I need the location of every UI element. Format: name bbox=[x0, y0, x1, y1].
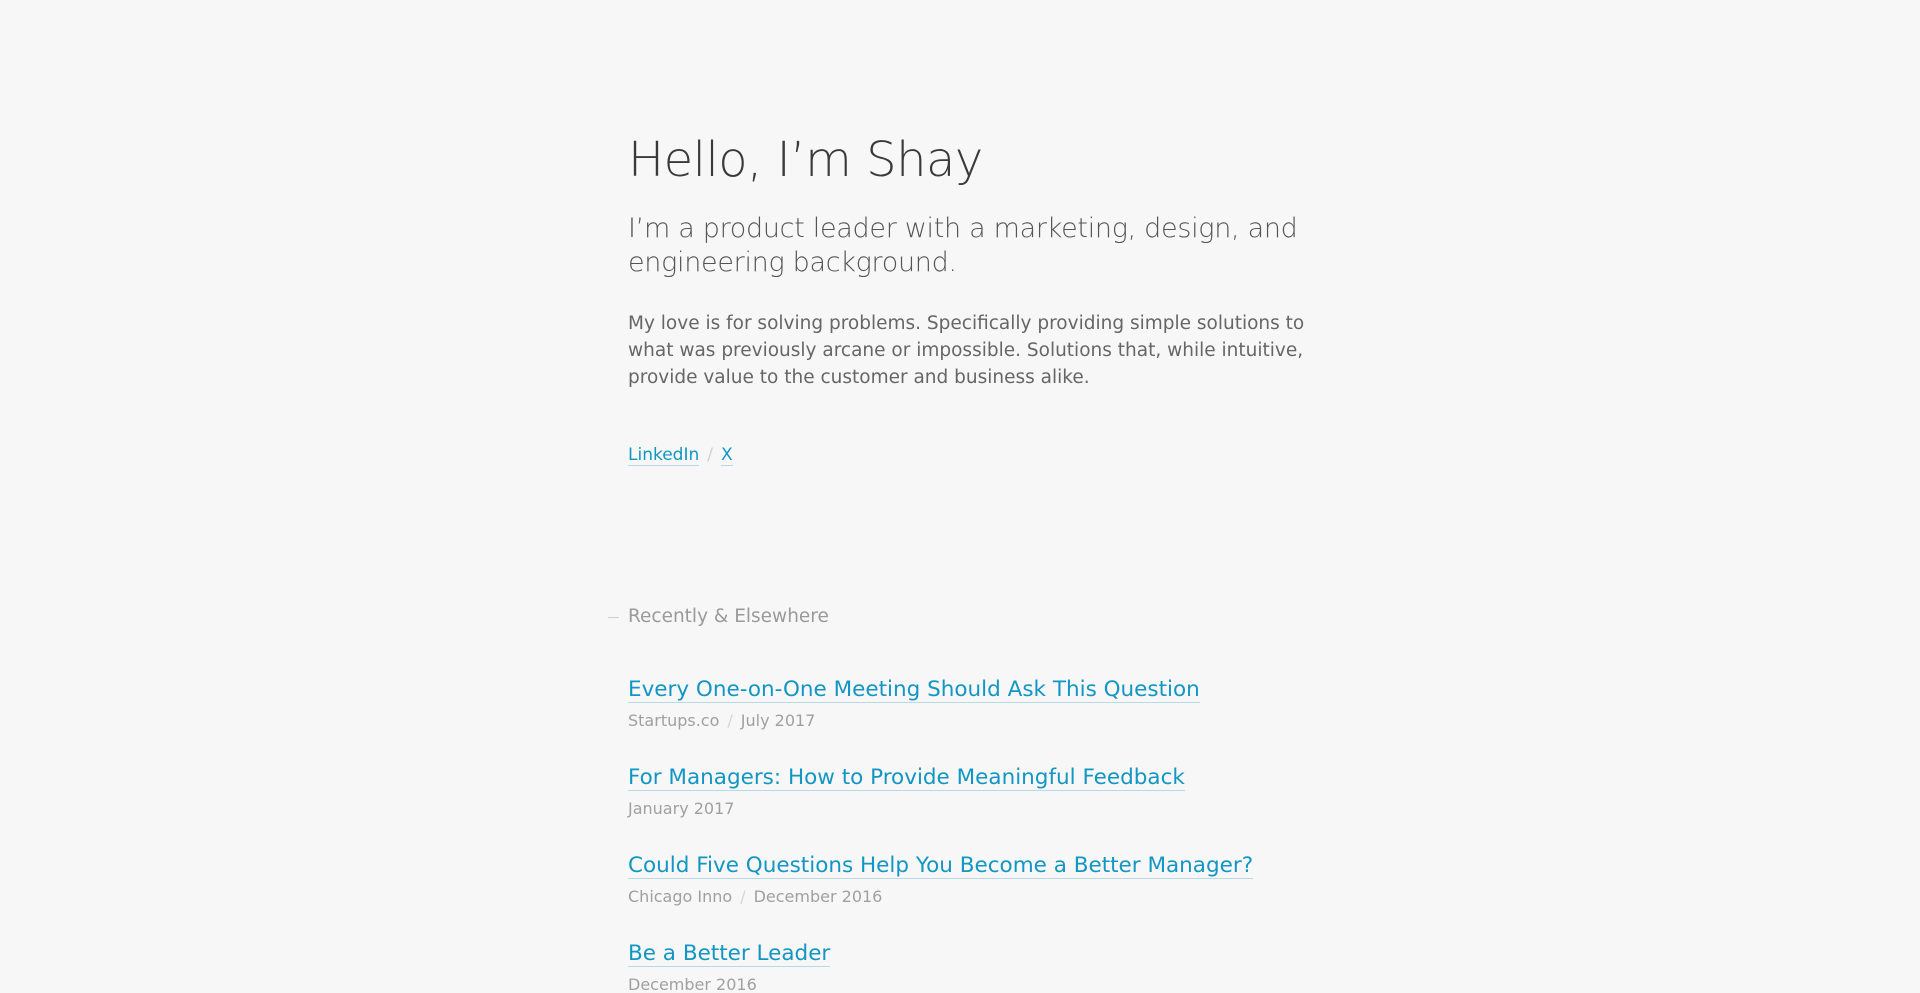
article-date: January 2017 bbox=[628, 799, 735, 818]
article-source: Chicago Inno bbox=[628, 887, 733, 906]
article-meta bbox=[628, 974, 1328, 993]
section-title: Recently & Elsewhere bbox=[628, 606, 829, 627]
article-meta bbox=[628, 886, 1328, 908]
article-list bbox=[628, 676, 1328, 993]
article-link[interactable]: For Managers: How to Provide Meaningful Feedback bbox=[628, 765, 1185, 790]
article-link[interactable]: Be a Better Leader bbox=[628, 941, 831, 966]
section-dash bbox=[608, 617, 619, 618]
hero-subtitle: I’m a product leader with a marketing, design, and engineering background. bbox=[628, 213, 1298, 278]
recent-section bbox=[628, 604, 1328, 993]
article-source: Startups.co bbox=[628, 711, 720, 730]
list-item bbox=[628, 940, 1328, 993]
article-date: December 2016 bbox=[628, 975, 757, 993]
article-date: December 2016 bbox=[753, 887, 883, 906]
hero-description: My love is for solving problems. Specifically providing simple solutions to what was previously arcane or impossible. Solutions that, while intuitive, provide value to the customer and business alike. bbox=[628, 313, 1305, 388]
meta-separator: / bbox=[740, 887, 746, 906]
article-link[interactable]: Every One-on-One Meeting Should Ask This Question bbox=[628, 677, 1200, 702]
intro bbox=[628, 130, 1308, 467]
list-item bbox=[628, 676, 1328, 732]
section-header bbox=[628, 604, 1328, 630]
article-link[interactable]: Could Five Questions Help You Become a Better Manager? bbox=[628, 853, 1254, 878]
list-item bbox=[628, 852, 1328, 908]
linkedin-link[interactable]: LinkedIn bbox=[628, 445, 700, 465]
x-link[interactable]: X bbox=[720, 445, 733, 465]
social-links bbox=[628, 443, 1308, 467]
article-meta bbox=[628, 710, 1328, 732]
page-title: Hello, I’m Shay bbox=[628, 132, 983, 188]
article-meta bbox=[628, 798, 1328, 820]
article-date: July 2017 bbox=[740, 711, 816, 730]
list-item bbox=[628, 764, 1328, 820]
meta-separator: / bbox=[727, 711, 733, 730]
social-separator: / bbox=[707, 445, 713, 465]
